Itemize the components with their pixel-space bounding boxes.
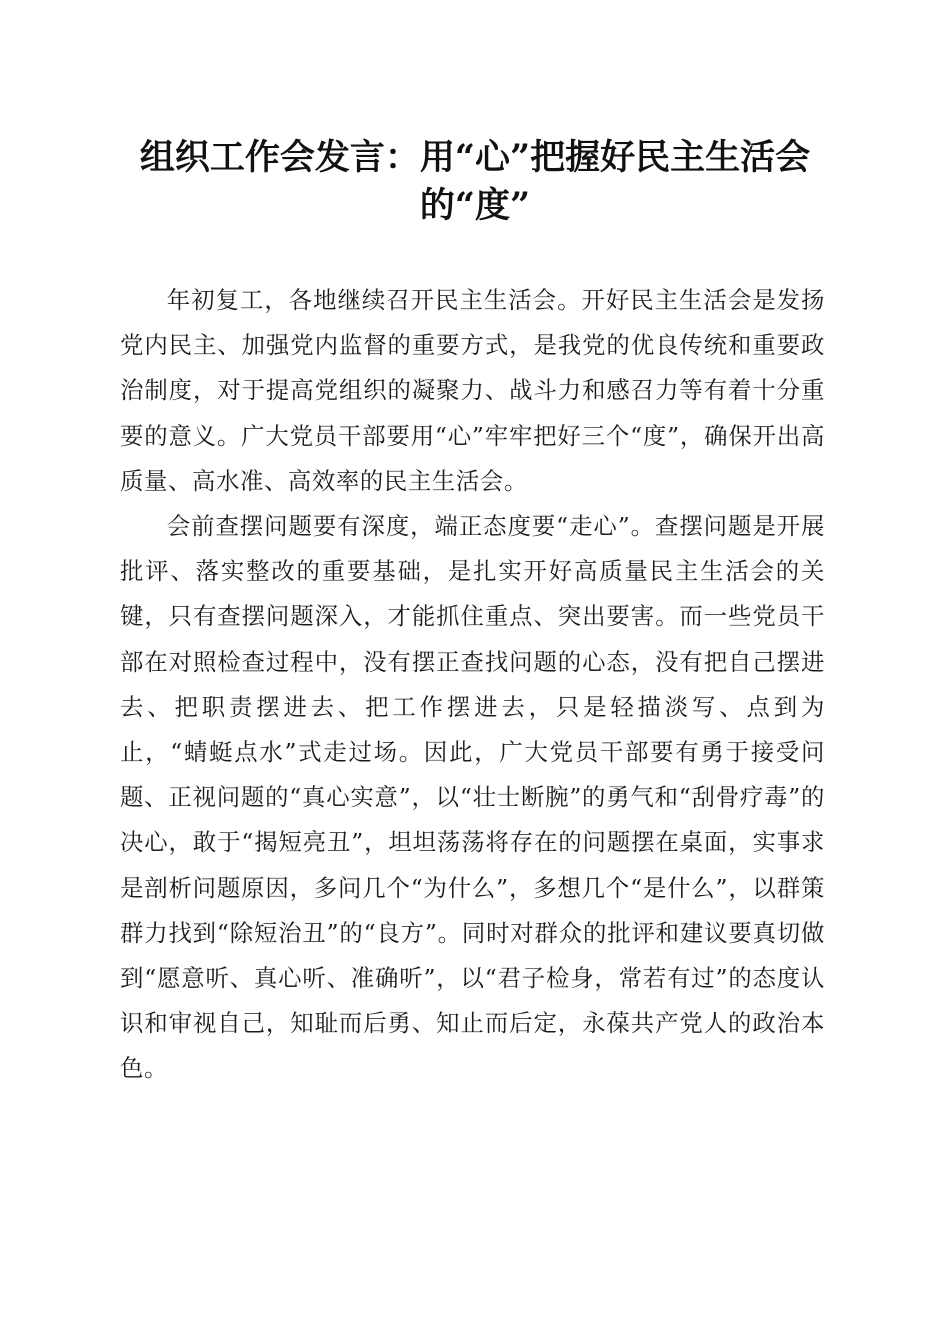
paragraph-pre-meeting-review: 会前查摆问题要有深度，端正态度要“走心”。查摆问题是开展批评、落实整改的重要基础，是扎实开好高质量民主生活会的关键，只有查摆问题深入，才能抓住重点、突出要害。而一些党员干部在对照检查过程中，没有摆正查找问题的心态，没有把自己摆进去、把职责摆进去、把工作摆进去，只是轻描淡写、点到为止，“蜻蜓点水”式走过场。因此，广大党员干部要有勇于接受问题、正视问题的“真心实意”，以“壮士断腕”的勇气和“刮骨疗毒”的决心，敢于“揭短亮丑”，坦坦荡荡将存在的问题摆在桌面，实事求是剖析问题原因，多问几个“为什么”，多想几个“是什么”，以群策群力找到“除短治丑”的“良方”。同时对群众的批评和建议要真切做到“愿意听、真心听、准确听”，以“君子检身，常若有过”的态度认识和审视自己，知耻而后勇、知止而后定，永葆共产党人的政治本色。 <box>120 512 825 1083</box>
paragraph-intro: 年初复工，各地继续召开民主生活会。开好民主生活会是发扬党内民主、加强党内监督的重要方式，是我党的优良传统和重要政治制度，对于提高党组织的凝聚力、战斗力和感召力等有着十分重要的意义。广大党员干部要用“心”牢牢把好三个“度”，确保开出高质量、高水准、高效率的民主生活会。 <box>120 286 825 495</box>
document-title: 组织工作会发言：用“心”把握好民主生活会的“度” <box>139 137 811 226</box>
document-body <box>120 278 825 1092</box>
